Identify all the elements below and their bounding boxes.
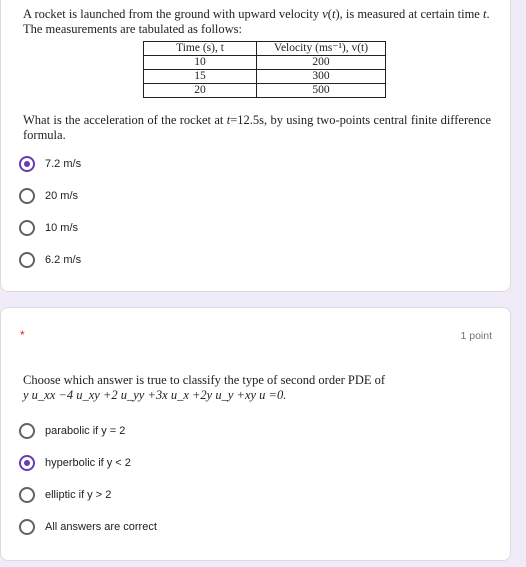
radio-selected-icon[interactable] [19, 455, 35, 471]
question-1-prompt: What is the acceleration of the rocket at t=12.5s, by using two-points central finite difference formula. [23, 113, 492, 142]
table-header-row [144, 42, 386, 56]
question-1-intro: A rocket is launched from the ground with upward velocity v(t), is measured at certain time t. The measurements are tabulated as follows: [23, 7, 490, 36]
question-2-prompt: Choose which answer is true to classify the type of second order PDE of y u_xx −4 u_xy +2 u_yy +3x u_x +2y u_y +xy u =0. [23, 373, 386, 402]
radio-icon[interactable] [19, 423, 35, 439]
radio-icon[interactable] [19, 519, 35, 535]
radio-icon[interactable] [19, 220, 35, 236]
radio-selected-icon[interactable] [19, 156, 35, 172]
radio-icon[interactable] [19, 252, 35, 268]
q1-option-2[interactable]: 20 m/s [19, 186, 78, 206]
q2-option-2[interactable]: hyperbolic if y < 2 [19, 453, 131, 473]
header-velocity: Velocity (ms⁻¹), v(t) [257, 42, 386, 56]
radio-icon[interactable] [19, 487, 35, 503]
q2-option-1[interactable]: parabolic if y = 2 [19, 421, 125, 441]
question-card-2 [0, 307, 511, 561]
points-label: 1 point [460, 330, 492, 342]
table-row: 15 300 [144, 70, 386, 84]
q1-option-4[interactable]: 6.2 m/s [19, 250, 81, 270]
q1-option-3[interactable]: 10 m/s [19, 218, 78, 238]
velocity-table [143, 41, 386, 98]
q2-option-3[interactable]: elliptic if y > 2 [19, 485, 111, 505]
q1-option-1[interactable]: 7.2 m/s [19, 154, 81, 174]
table-row: 20 500 [144, 84, 386, 98]
radio-icon[interactable] [19, 188, 35, 204]
required-mark: * [20, 328, 25, 342]
q2-option-4[interactable]: All answers are correct [19, 517, 157, 537]
table-row: 10 200 [144, 56, 386, 70]
header-time: Time (s), t [144, 42, 257, 56]
